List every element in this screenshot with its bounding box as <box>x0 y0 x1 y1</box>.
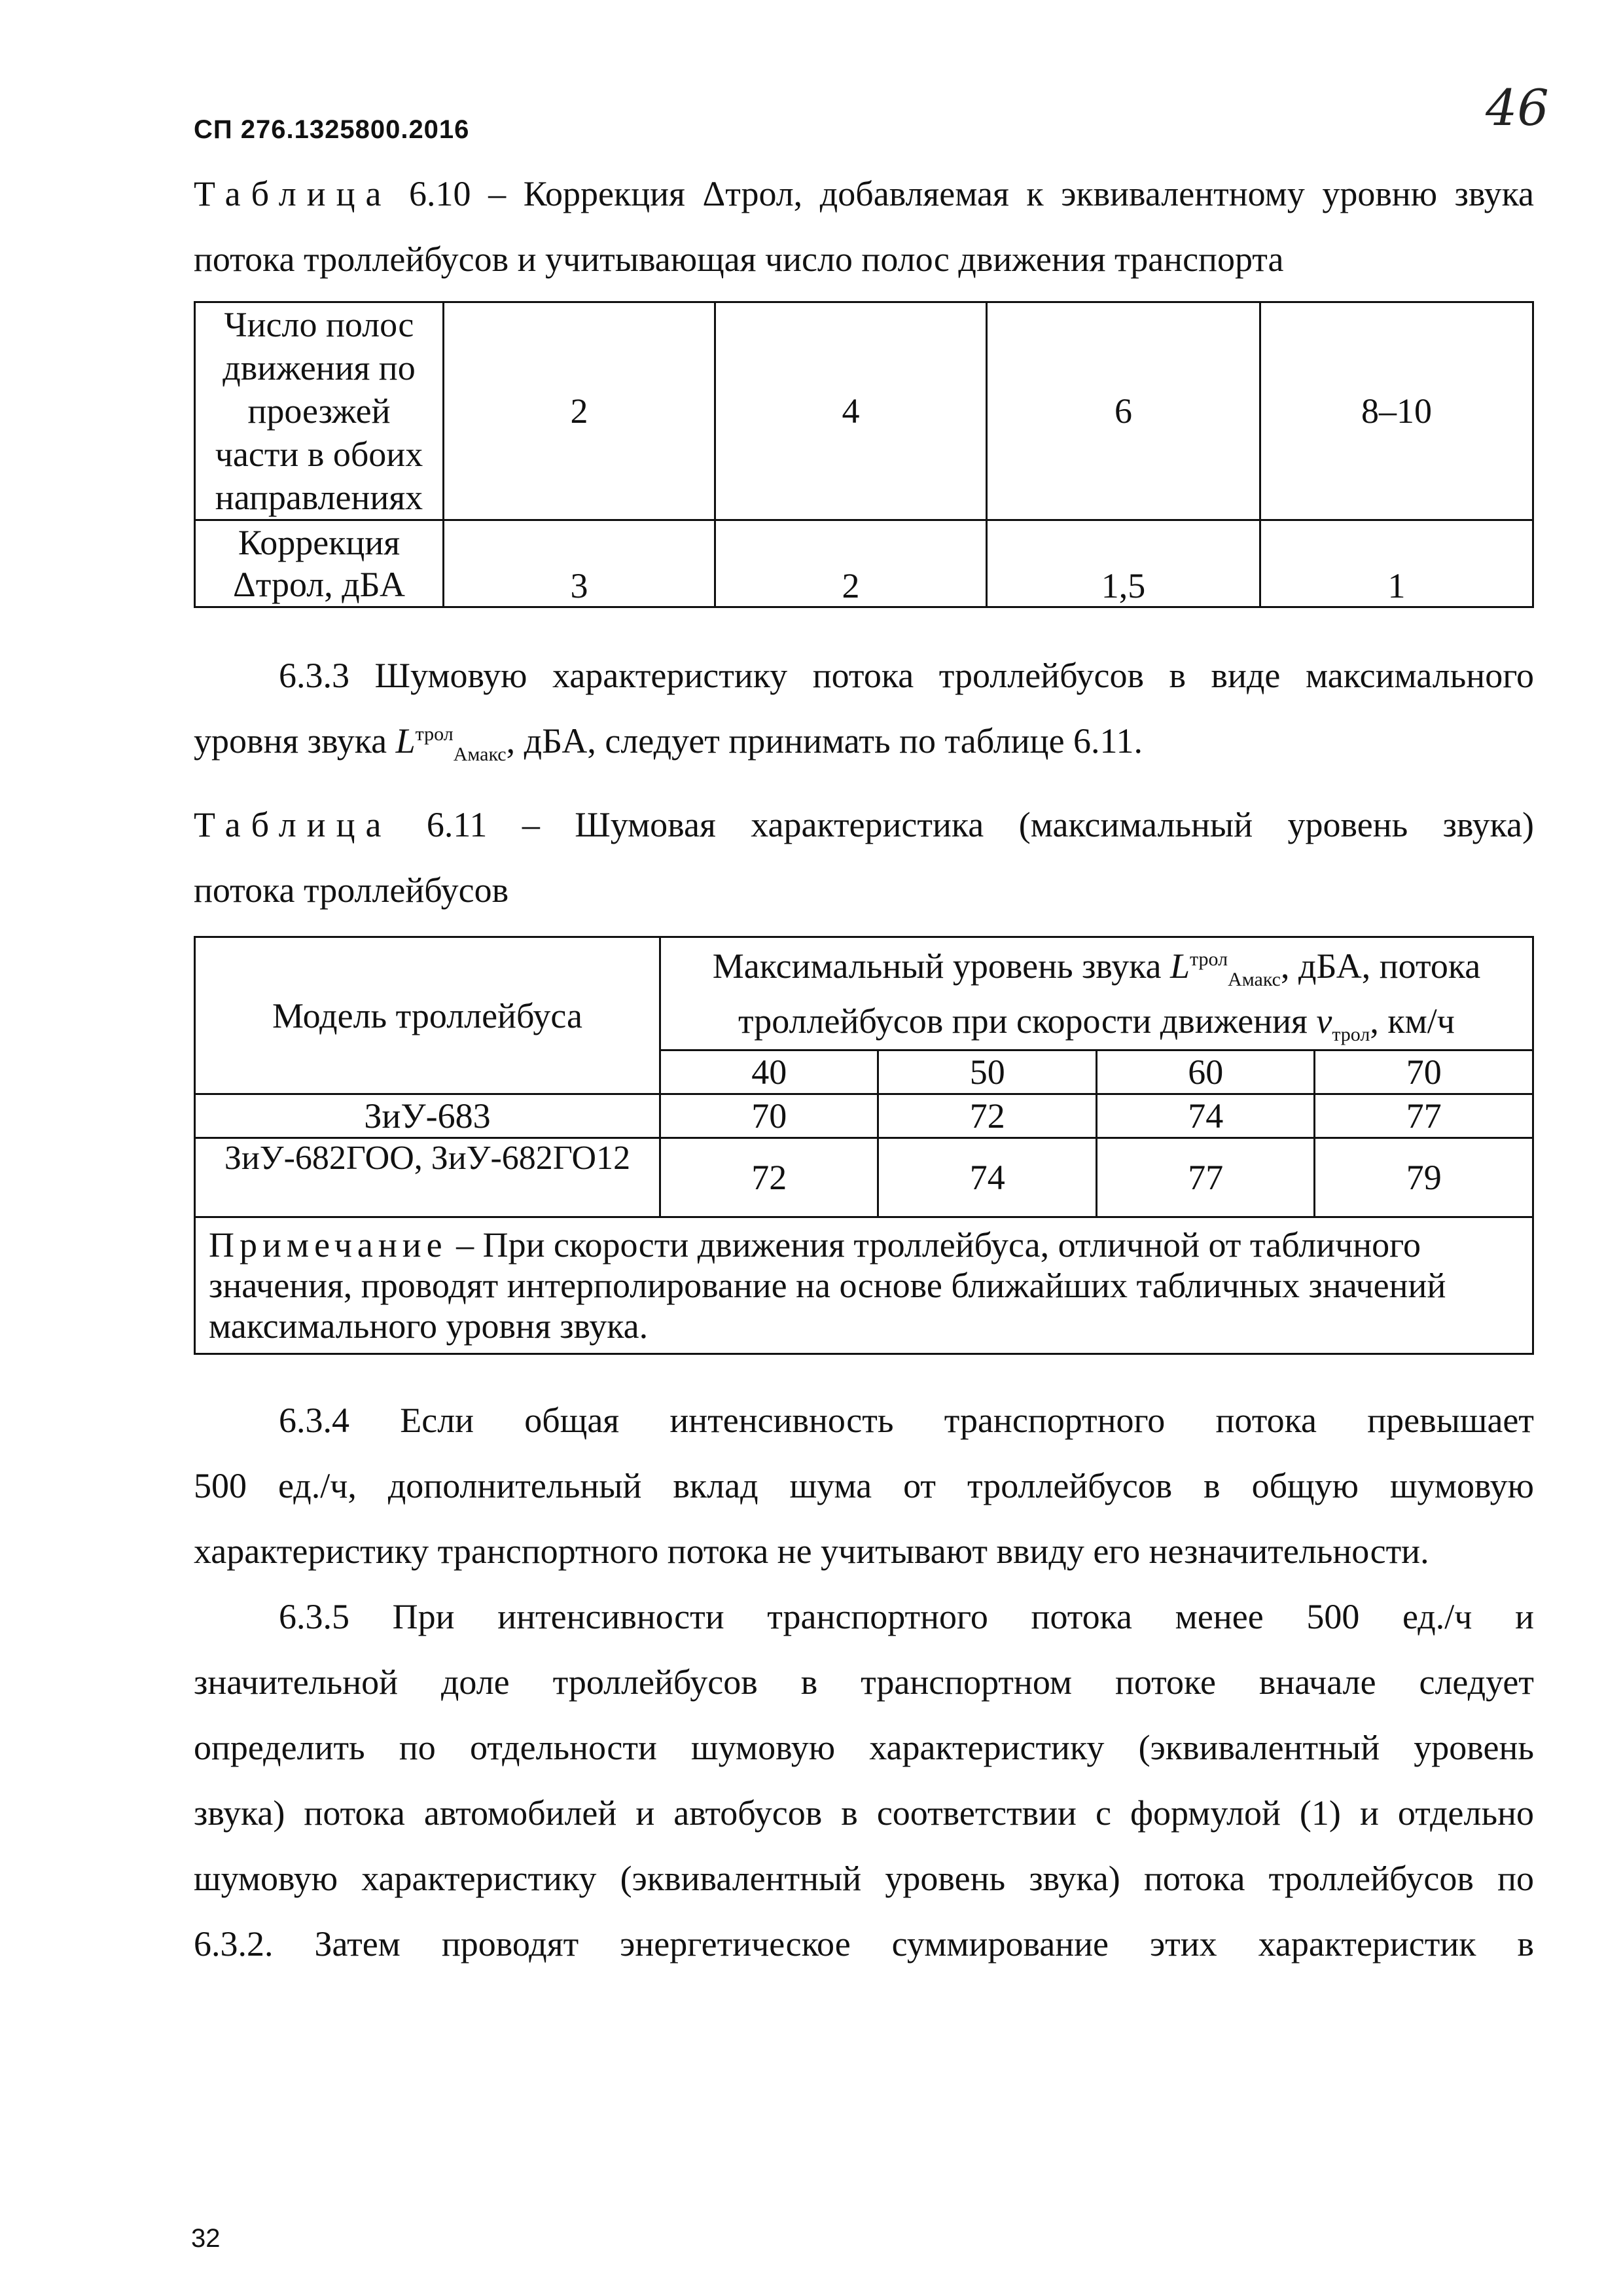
paragraph-633 <box>194 643 1534 774</box>
table-610-caption-text: 6.10 – Коррекция Δтрол, добавляемая к эквивалентному уровню звука <box>409 174 1535 213</box>
table-611-caption-text: 6.11 – Шумовая характеристика (максимальный уровень звука) <box>426 805 1535 844</box>
level-header-line2-post: , км/ч <box>1370 1001 1455 1041</box>
value-cell: 79 <box>1315 1138 1533 1217</box>
value-cell: 77 <box>1096 1138 1314 1217</box>
value-cell: 72 <box>660 1138 878 1217</box>
paragraph-635-line4: звука) потока автомобилей и автобусов в соответствии с формулой (1) и отдельно <box>194 1793 1534 1833</box>
table-610-lanes-6: 6 <box>987 302 1260 520</box>
table-610-correction-6: 1,5 <box>987 520 1260 607</box>
value-cell: 74 <box>878 1138 1096 1217</box>
table-610-lanes-4: 4 <box>715 302 987 520</box>
lmax-sup-table: трол <box>1190 948 1228 970</box>
paragraph-635-line6: 6.3.2. Затем проводят энергетическое суммирование этих характеристик в <box>194 1924 1534 1964</box>
table-611-note-row <box>195 1217 1533 1354</box>
table-611-caption <box>194 792 1534 923</box>
paragraph-633-line2 <box>194 708 1534 774</box>
paragraph-635-line3: определить по отдельности шумовую характеристику (эквивалентный уровень <box>194 1728 1534 1767</box>
table-611-caption-word: Таблица <box>194 805 392 844</box>
table-610-row-correction <box>195 520 1533 607</box>
speed-sub: трол <box>1332 1023 1370 1045</box>
table-610-correction-8-10: 1 <box>1260 520 1533 607</box>
table-610 <box>194 301 1534 608</box>
lmax-sup: трол <box>415 723 454 745</box>
paragraph-635-line2: значительной доле троллейбусов в транспортном потоке вначале следует <box>194 1662 1534 1702</box>
paragraph-635-line5: шумовую характеристику (эквивалентный уровень звука) потока троллейбусов по <box>194 1859 1534 1898</box>
table-610-row-lanes <box>195 302 1533 520</box>
speed-40: 40 <box>660 1050 878 1094</box>
table-610-caption-word: Таблица <box>194 174 392 213</box>
lmax-symbol-table: L <box>1169 946 1190 986</box>
table-610-correction-2: 3 <box>443 520 715 607</box>
paragraph-635-line1: 6.3.5 При интенсивности транспортного потока менее 500 ед./ч и <box>279 1597 1534 1636</box>
paragraph-633-line1: 6.3.3 Шумовую характеристику потока троллейбусов в виде максимального <box>279 656 1534 695</box>
value-cell: 74 <box>1096 1094 1314 1138</box>
level-header-pre: Максимальный уровень звука <box>712 946 1162 986</box>
paragraph-633-pre: уровня звука <box>194 721 387 761</box>
table-611-note <box>195 1217 1533 1354</box>
lmax-symbol: L <box>395 721 416 761</box>
table-610-caption <box>194 161 1534 292</box>
table-611-header-row <box>195 937 1533 1050</box>
value-cell: 77 <box>1315 1094 1533 1138</box>
table-611-model-header: Модель троллейбуса <box>195 937 660 1094</box>
paragraph-634-line1: 6.3.4 Если общая интенсивность транспортного потока превышает <box>279 1401 1534 1440</box>
document-code: СП 276.1325800.2016 <box>194 115 470 144</box>
paragraph-633-post: , дБА, следует принимать по таблице 6.11. <box>506 721 1143 761</box>
speed-symbol: v <box>1316 1001 1332 1041</box>
table-610-lanes-2: 2 <box>443 302 715 520</box>
paragraph-634-line2: 500 ед./ч, дополнительный вклад шума от троллейбусов в общую шумовую <box>194 1466 1534 1505</box>
handwritten-page-number: 46 <box>1486 79 1549 137</box>
model-cell: ЗиУ-683 <box>195 1094 660 1138</box>
table-row <box>195 1138 1533 1217</box>
lmax-sub-table: Амакс <box>1228 968 1281 990</box>
table-610-caption-line2: потока троллейбусов и учитывающая число полос движения транспорта <box>194 240 1284 279</box>
level-header-post: , дБА, потока <box>1280 946 1481 986</box>
paragraph-635 <box>194 1584 1534 1977</box>
value-cell: 70 <box>660 1094 878 1138</box>
speed-60: 60 <box>1096 1050 1314 1094</box>
table-611 <box>194 936 1534 1355</box>
table-610-lanes-header: Число полос движения по проезжей части в обоих направлениях <box>195 302 444 520</box>
speed-50: 50 <box>878 1050 1096 1094</box>
table-610-correction-4: 2 <box>715 520 987 607</box>
note-text: – При скорости движения троллейбуса, отличной от табличного значения, проводят интерполирование на основе ближайших табличных значений максимального уровня звука. <box>209 1225 1446 1346</box>
value-cell: 72 <box>878 1094 1096 1138</box>
table-610-correction-header: Коррекция Δтрол, дБА <box>195 520 444 607</box>
note-label: Примечание <box>209 1225 448 1265</box>
model-cell: ЗиУ-682ГОО, ЗиУ-682ГО12 <box>195 1138 660 1217</box>
table-611-level-header <box>660 937 1533 1050</box>
paragraph-634-line3: характеристику транспортного потока не учитывают ввиду его незначительности. <box>194 1532 1429 1571</box>
lmax-sub: Амакс <box>453 743 507 765</box>
table-row <box>195 1094 1533 1138</box>
paragraph-634 <box>194 1388 1534 1584</box>
level-header-line2-pre: троллейбусов при скорости движения <box>738 1001 1308 1041</box>
speed-70: 70 <box>1315 1050 1533 1094</box>
page-number: 32 <box>191 2224 221 2253</box>
table-611-caption-line2: потока троллейбусов <box>194 870 509 910</box>
table-610-lanes-8-10: 8–10 <box>1260 302 1533 520</box>
